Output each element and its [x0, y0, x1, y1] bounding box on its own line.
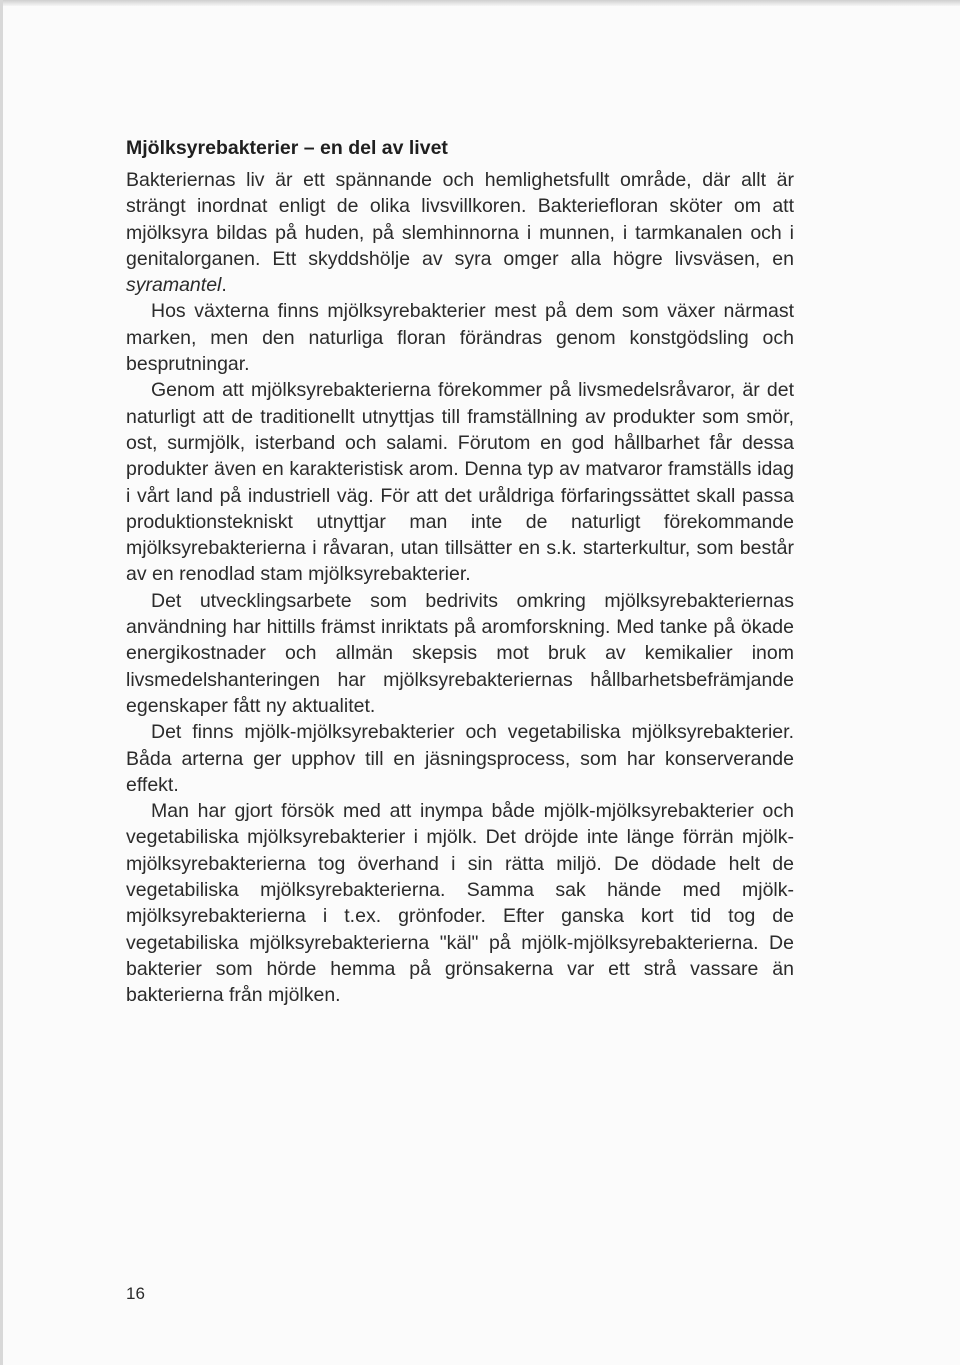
scan-edge-top: [0, 0, 960, 6]
paragraph-1: [126, 167, 794, 298]
paragraph-2: Hos växterna finns mjölksyrebakterier mest på dem som växer närmast marken, men den naturliga floran förändras genom konstgödsling och besprutningar.: [126, 300, 794, 376]
paragraph-3: Genom att mjölksyrebakterierna förekommer på livsmedelsråvaror, är det naturligt att de traditionellt utnyttjas till framställning av produkter som smör, ost, surmjölk, isterband och salami. Förutom en god hållbarhet får dessa produkter även en karakteristisk arom. Denna typ av matvaror framställs idag i vårt land på industriell väg. För att det uråldriga förfaringssättet skall passa produktionstekniskt utnyttjar man inte de naturligt förekommande mjölksyrebakterierna i råvaran, utan tillsätter en s.k. starterkultur, som består av en renodlad stam mjölksyrebakterier.: [126, 379, 794, 586]
scan-edge-left: [0, 0, 3, 1365]
paragraph-6: Man har gjort försök med att inympa både mjölk-mjölksyrebakterier och vegetabiliska mjölksyrebakterier i mjölk. Det dröjde inte länge förrän mjölk-mjölksyrebakterierna tog överhand i sin rätta miljö. De dödade helt de vegetabiliska mjölksyrebakterierna. Samma sak hände med mjölk-mjölksyrebakterierna i t.ex. grönfoder. Efter ganska kort tid tog de vegetabiliska mjölksyrebakterierna "käl" på mjölk-mjölksyrebakterierna. De bakterier som hörde hemma på grönsakerna var ett strå vassare än bakterierna från mjölken.: [126, 800, 794, 1007]
article-body: [126, 136, 794, 1009]
paragraph-1-emphasis: syramantel: [126, 274, 222, 297]
paragraph-5: Det finns mjölk-mjölksyrebakterier och vegetabiliska mjölksyrebakterier. Båda arterna ger upphov till en jäsningsprocess, som har konserverande effekt.: [126, 721, 794, 796]
article-heading: Mjölksyrebakterier – en del av livet: [126, 137, 448, 159]
paragraph-1-text: Bakteriernas liv är ett spännande och hemlighetsfullt område, där allt är strängt inordnat enligt de olika livsvillkoren. Bakteriefloran sköter om att mjölksyra bildas på huden, på slemhinnorna i munnen, i tarmkanalen och i genitalorganen. Ett skyddshölje av syra omger alla högre livsväsen, en: [126, 169, 794, 270]
page-number: 16: [126, 1284, 145, 1303]
paragraph-4: Det utvecklingsarbete som bedrivits omkring mjölksyrebakteriernas användning har hittills främst inriktats på aromforskning. Med tanke på ökade energikostnader och allmän skepsis mot bruk av kemikalier inom livsmedelshanteringen har mjölksyrebakteriernas hållbarhetsbefrämjande egenskaper fått ny aktualitet.: [126, 589, 794, 717]
paragraph-1-end: .: [221, 274, 227, 297]
